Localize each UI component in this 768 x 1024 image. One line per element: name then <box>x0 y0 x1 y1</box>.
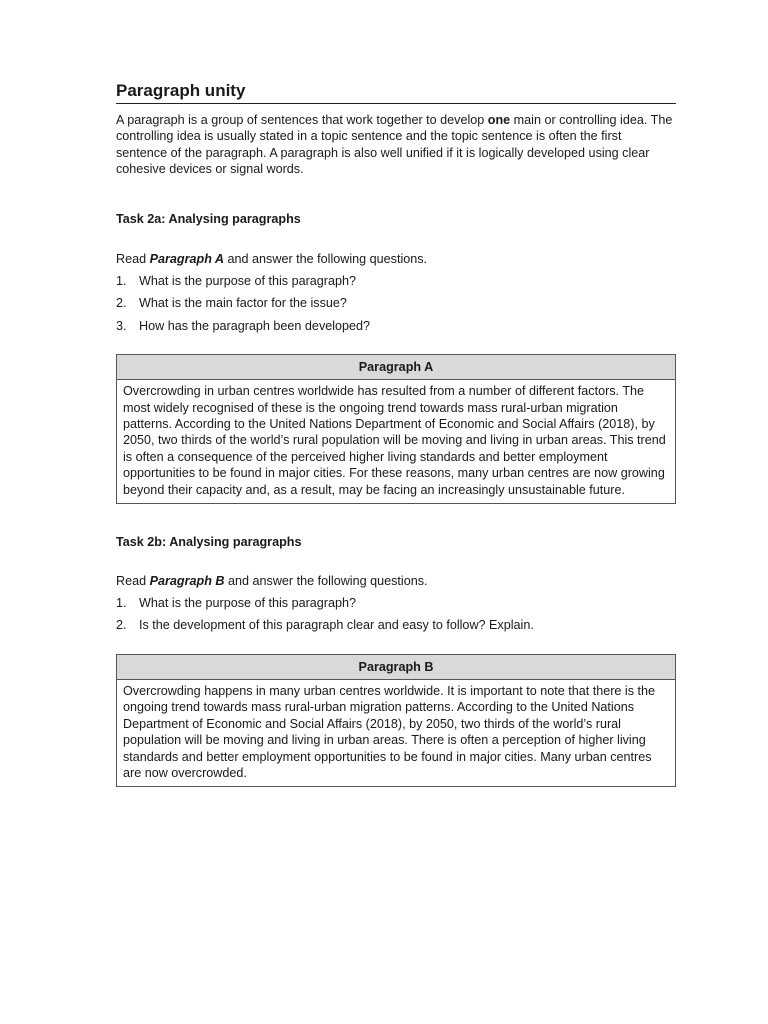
question-text: What is the purpose of this paragraph? <box>139 595 357 610</box>
question-number: 2. <box>116 296 127 311</box>
paragraph-b-box <box>116 654 676 787</box>
task-2a-heading: Task 2a: Analysing paragraphs <box>116 211 301 226</box>
question-number: 3. <box>116 318 127 333</box>
question-number: 1. <box>116 273 127 288</box>
question-text: How has the paragraph been developed? <box>139 318 371 333</box>
paragraph-b-body: Overcrowding happens in many urban centres worldwide. It is important to note that there is the ongoing trend towards mass rural-urban migration patterns. According to the United Nations Department of Economic and Social Affairs (2018), by 2050, two thirds of the world’s rural population will be moving and living in urban areas. There is often a perception of higher living standards and better employment opportunities to be found in major cities. Many urban centres are now overcrowded. <box>123 683 656 780</box>
question-item <box>116 318 676 334</box>
task-2b-read-target: Paragraph B <box>149 573 225 588</box>
task-2b-question-list <box>116 595 676 634</box>
intro-text-part1: A paragraph is a group of sentences that work together to develop <box>116 113 488 127</box>
question-item <box>116 273 676 289</box>
question-number: 2. <box>116 618 127 633</box>
task-2b-instruction <box>116 573 676 589</box>
task-2a-read-suffix: and answer the following questions. <box>224 251 428 266</box>
task-2b-read-suffix: and answer the following questions. <box>224 573 428 588</box>
question-number: 1. <box>116 595 127 610</box>
task-2a-read-target: Paragraph A <box>149 251 225 266</box>
intro-emphasis: one <box>487 113 511 127</box>
task-2a-read-prefix: Read <box>116 251 150 266</box>
document-page <box>116 80 676 787</box>
paragraph-b-header: Paragraph B <box>117 655 675 680</box>
paragraph-a-box <box>116 354 676 504</box>
task-2a-question-list <box>116 273 676 334</box>
intro-text-part2: main or controlling idea. The controlling idea is usually stated in a topic sentence and the topic sentence is often the first sentence of the paragraph. A paragraph is also well unified if it is logically developed using clear cohesive devices or signal words. <box>116 113 673 177</box>
question-text: Is the development of this paragraph clear and easy to follow? Explain. <box>139 618 534 633</box>
question-item <box>116 295 676 311</box>
page-title: Paragraph unity <box>116 80 676 104</box>
task-2b-heading: Task 2b: Analysing paragraphs <box>116 534 302 549</box>
task-2a-instruction <box>116 251 676 267</box>
paragraph-a-body: Overcrowding in urban centres worldwide has resulted from a number of different factors. The most widely recognised of these is the ongoing trend towards mass rural-urban migration patterns. According to the United Nations Department of Economic and Social Affairs (2018), by 2050, two thirds of the world’s rural population will be moving and living in urban areas. This trend is often a consequence of the perceived higher living standards and better employment opportunities to be found in major cities. For these reasons, many urban centres are now growing beyond their capacity and, as a result, may be facing an increasingly unsustainable future. <box>123 384 666 497</box>
intro-paragraph <box>116 112 676 178</box>
question-item <box>116 595 676 611</box>
paragraph-a-header: Paragraph A <box>117 355 675 380</box>
task-2b-read-prefix: Read <box>116 573 150 588</box>
question-text: What is the main factor for the issue? <box>139 296 347 311</box>
question-item <box>116 617 676 633</box>
question-text: What is the purpose of this paragraph? <box>139 273 357 288</box>
